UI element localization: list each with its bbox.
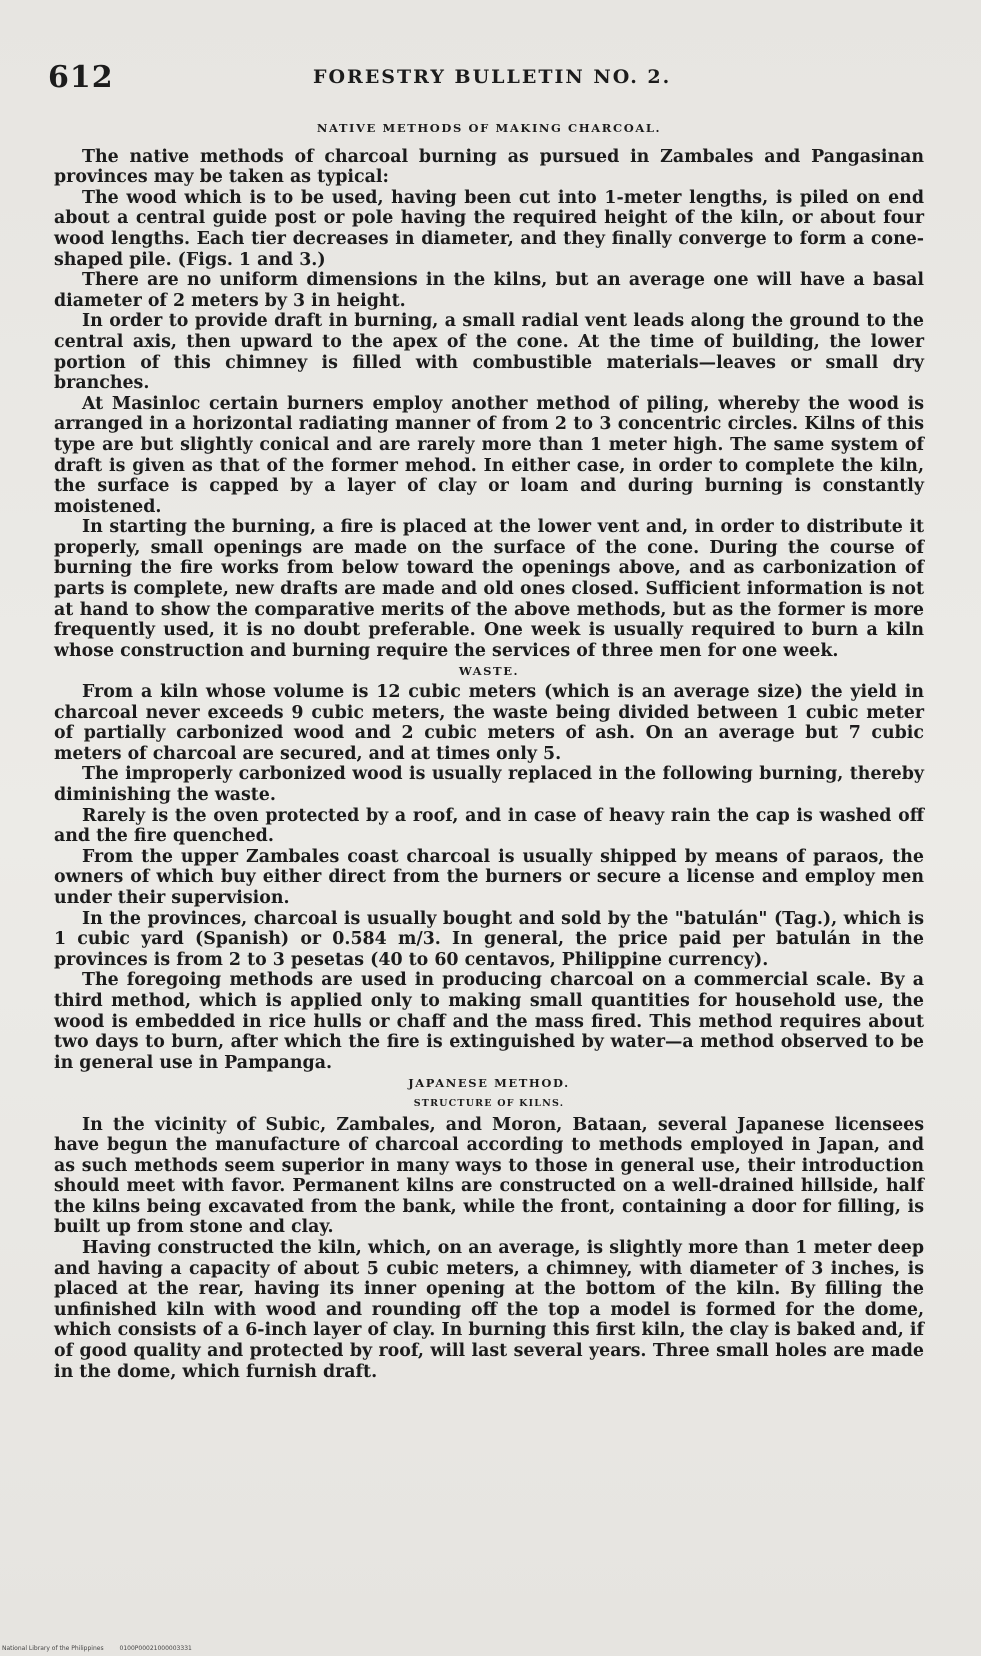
paragraph: From the upper Zambales coast charcoal is usually shipped by means of paraos, the owners of which buy either direct from the burners or secure a license and employ men under their supervision. (54, 846, 924, 908)
running-title: FORESTRY BULLETIN NO. 2. (313, 66, 672, 88)
section-heading-waste: WASTE. (458, 664, 520, 679)
footer-code: 0100P00021000003331 (119, 1645, 192, 1652)
subsection-heading-structure-of-kilns: STRUCTURE OF KILNS. (413, 1097, 565, 1109)
section-heading-japanese-method: JAPANESE METHOD. (408, 1076, 570, 1091)
paragraph: The wood which is to be used, having been cut into 1-meter lengths, is piled on end about a central guide post or pole having the required height of the kiln, or about four wood lengths. Each tier decreases in diameter, and they finally converge to form a cone-shaped pile. (Figs. 1 and 3.) (54, 187, 924, 270)
paragraph: There are no uniform dimensions in the kilns, but an average one will have a basal diameter of 2 meters by 3 in height. (54, 270, 924, 311)
paragraph: The native methods of charcoal burning as pursued in Zambales and Pangasinan provinces may be taken as typical: (54, 146, 924, 188)
paragraph: In the vicinity of Subic, Zambales, and Moron, Bataan, several Japanese licensees have begun the manufacture of charcoal according to methods employed in Japan, and as such methods seem superior in many ways to those in general use, their introduction should meet with favor. Permanent kilns are constructed on a well-drained hillside, half the kilns being excavated from the bank, while the front, containing a door for filling, is built up from stone and clay. (54, 1114, 924, 1238)
page-body (54, 118, 924, 1382)
paragraph: In the provinces, charcoal is usually bought and sold by the "batulán" (Tag.), which is 1 cubic yard (Spanish) or 0.584 m/3. In general, the price paid per batulán in the provinces is from 2 to 3 pesetas (40 to 60 centavos, Philippine currency). (54, 908, 924, 970)
paragraph: From a kiln whose volume is 12 cubic meters (which is an average size) the yield in charcoal never exceeds 9 cubic meters, the waste being divided between 1 cubic meter of partially carbonized wood and 2 cubic meters of ash. On an average but 7 cubic meters of charcoal are secured, and at times only 5. (54, 682, 924, 764)
paragraph: At Masinloc certain burners employ another method of piling, whereby the wood is arranged in a horizontal radiating manner of from 2 to 3 concentric circles. Kilns of this type are but slightly conical and are rarely more than 1 meter high. The same system of draft is given as that of the former mehod. In either case, in order to complete the kiln, the surface is capped by a layer of clay or loam and during burning is constantly moistened. (54, 393, 924, 517)
paragraph: Rarely is the oven protected by a roof, and in case of heavy rain the cap is washed off and the fire quenched. (54, 805, 924, 847)
page-header (48, 60, 928, 100)
section-heading-native-methods: NATIVE METHODS OF MAKING CHARCOAL. (316, 121, 662, 135)
paragraph: In starting the burning, a fire is placed at the lower vent and, in order to distribute it properly, small openings are made on the surface of the cone. During the course of burning the fire works from below toward the openings above, and as carbonization of parts is complete, new drafts are made and old ones closed. Sufficient information is not at hand to show the comparative merits of the above methods, but as the former is more frequently used, it is no doubt preferable. One week is usually required to burn a kiln whose construction and burning require the services of three men for one week. (54, 517, 924, 661)
scan-footer (0, 1645, 981, 1652)
paragraph: The improperly carbonized wood is usually replaced in the following burning, thereby diminishing the waste. (54, 764, 924, 805)
paragraph: In order to provide draft in burning, a small radial vent leads along the ground to the central axis, then upward to the apex of the cone. At the time of building, the lower portion of this chimney is filled with combustible materials—leaves or small dry branches. (54, 311, 924, 394)
paragraph: Having constructed the kiln, which, on an average, is slightly more than 1 meter deep and having a capacity of about 5 cubic meters, a chimney, with diameter of 3 inches, is placed at the rear, having its inner opening at the bottom of the kiln. By filling the unfinished kiln with wood and rounding off the top a model is formed for the dome, which consists of a 6-inch layer of clay. In burning this first kiln, the clay is baked and, if of good quality and protected by roof, will last several years. Three small holes are made in the dome, which furnish draft. (54, 1238, 924, 1382)
page-number: 612 (48, 60, 114, 95)
footer-library: National Library of the Philippines (2, 1645, 104, 1652)
paragraph: The foregoing methods are used in producing charcoal on a commercial scale. By a third method, which is applied only to making small quantities for household use, the wood is embedded in rice hulls or chaff and the mass fired. This method requires about two days to burn, after which the fire is extinguished by water—a method observed to be in general use in Pampanga. (54, 970, 924, 1073)
